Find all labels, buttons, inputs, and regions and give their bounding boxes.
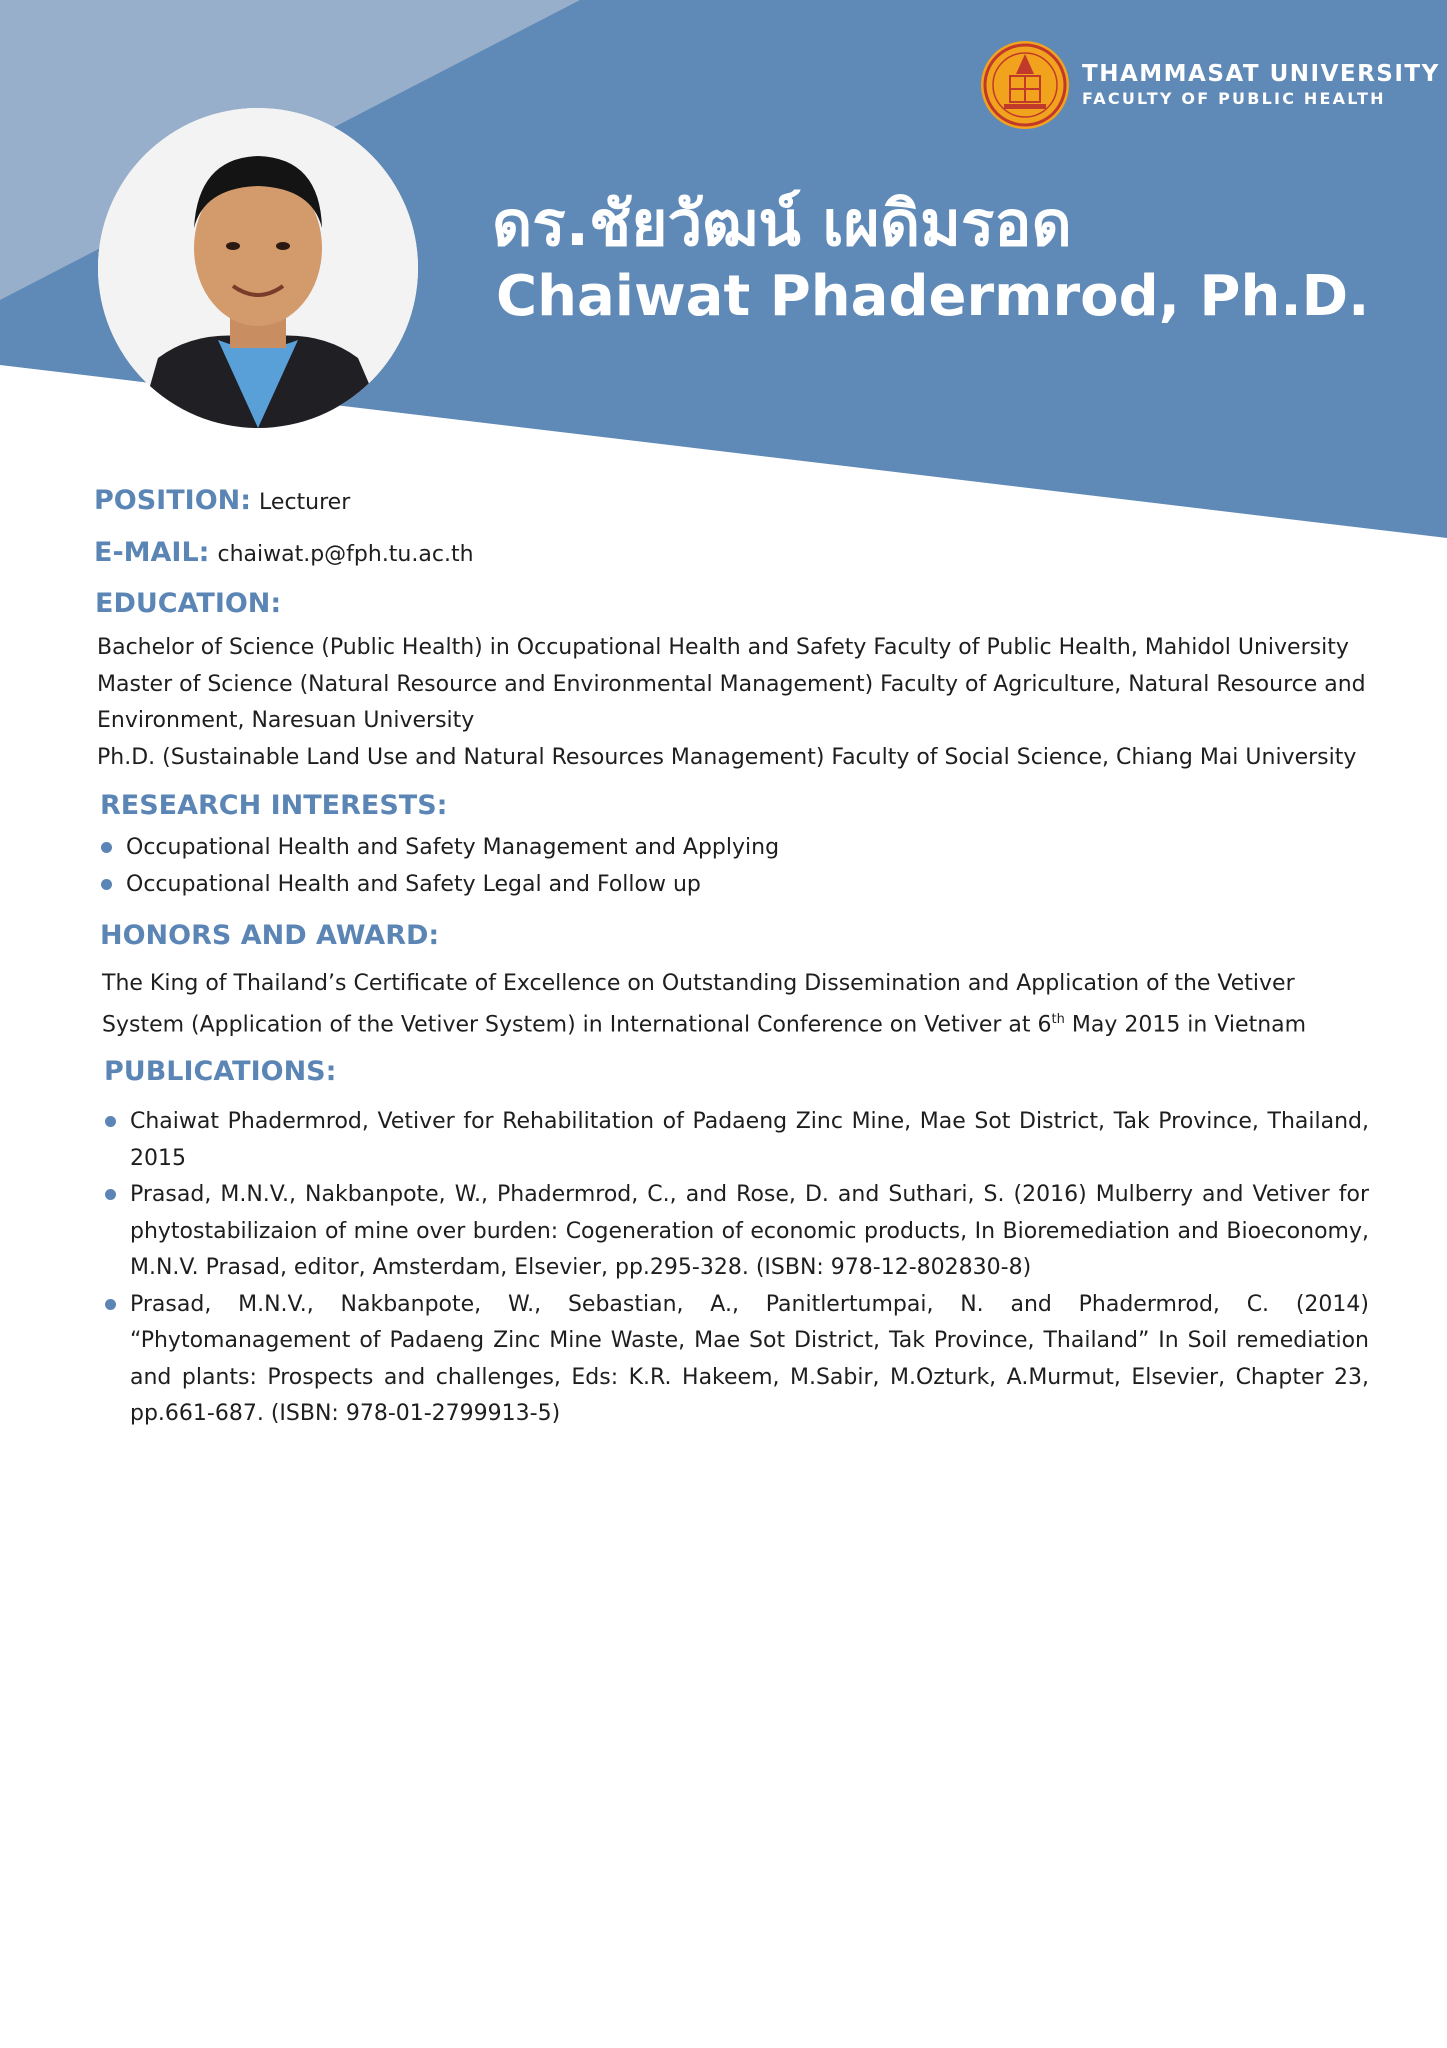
education-line: Ph.D. (Sustainable Land Use and Natural Resources Management) Faculty of Social Science, Chiang Mai University (97, 745, 1357, 770)
bullet-icon (105, 1116, 116, 1127)
faculty-name: FACULTY OF PUBLIC HEALTH (1082, 89, 1386, 108)
research-item: Occupational Health and Safety Management and Applying (126, 835, 780, 860)
list-item (104, 1177, 1369, 1287)
position-label: POSITION: (94, 485, 252, 516)
honors-line (102, 1002, 1306, 1043)
university-seal-icon (980, 40, 1070, 130)
publication-item: Prasad, M.N.V., Nakbanpote, W., Phadermrod, C., and Rose, D. and Suthari, S. (2016) Mulberry and Vetiver for phytostabilizaion of mine over burden: Cogeneration of economic products, In Bioremediation and Bioeconomy, M.N.V. Prasad, editor, Amsterdam, Elsevier, pp.295-328. (ISBN: 978-12-802830-8) (130, 1182, 1369, 1280)
list-item (100, 867, 1340, 904)
honors-line: The King of Thailand’s Certificate of Excellence on Outstanding Dissemination and Application of the Vetiver (102, 971, 1295, 996)
research-item: Occupational Health and Safety Legal and Follow up (126, 871, 701, 897)
research-list (100, 830, 1340, 903)
education-line: Master of Science (Natural Resource and Environmental Management) Faculty of Agriculture, Natural Resource and (97, 672, 1366, 697)
university-name: THAMMASAT UNIVERSITY (1082, 61, 1440, 87)
publications-heading: PUBLICATIONS: (104, 1056, 337, 1087)
education-line: Bachelor of Science (Public Health) in Occupational Health and Safety Faculty of Public Health, Mahidol University (97, 635, 1349, 660)
bullet-icon (101, 842, 112, 853)
university-logo (980, 40, 1440, 130)
education-line: Environment, Naresuan University (97, 708, 475, 733)
name-thai: ดร.ชัยวัฒน์ เผดิมรอด (492, 187, 1072, 260)
list-item (104, 1287, 1369, 1433)
list-item (104, 1104, 1369, 1177)
education-heading: EDUCATION: (95, 588, 282, 619)
publications-list (104, 1104, 1369, 1433)
bullet-icon (101, 879, 112, 890)
email-value[interactable]: chaiwat.p@fph.tu.ac.th (217, 542, 474, 567)
bullet-icon (105, 1299, 116, 1310)
name-english: Chaiwat Phadermrod, Ph.D. (496, 264, 1370, 329)
list-item (100, 830, 1340, 867)
honors-heading: HONORS AND AWARD: (100, 920, 440, 951)
research-heading: RESEARCH INTERESTS: (100, 790, 448, 821)
publication-item: Chaiwat Phadermrod, Vetiver for Rehabilitation of Padaeng Zinc Mine, Mae Sot District, Tak Province, Thailand, 2015 (130, 1109, 1369, 1171)
honors-sup: th (1051, 1012, 1065, 1027)
email-field (94, 537, 474, 568)
bullet-icon (105, 1189, 116, 1200)
position-value: Lecturer (259, 490, 351, 515)
honors-text: May 2015 in Vietnam (1064, 1012, 1307, 1038)
honors-text: System (Application of the Vetiver System) in International Conference on Vetiver at 6 (102, 1012, 1052, 1038)
publication-item: Prasad, M.N.V., Nakbanpote, W., Sebastian, A., Panitlertumpai, N. and Phadermrod, C. (2014) “Phytomanagement of Padaeng Zinc Mine Waste, Mae Sot District, Tak Province, Thailand” In Soil remediation and plants: Prospects and challenges, Eds: K.R. Hakeem, M.Sabir, M.Ozturk, A.Murmut, Elsevier, Chapter 23, pp.661-687. (ISBN: 978-01-2799913-5) (130, 1291, 1369, 1426)
profile-photo (98, 108, 418, 428)
email-label: E-MAIL: (94, 537, 210, 568)
position-field (94, 485, 350, 516)
